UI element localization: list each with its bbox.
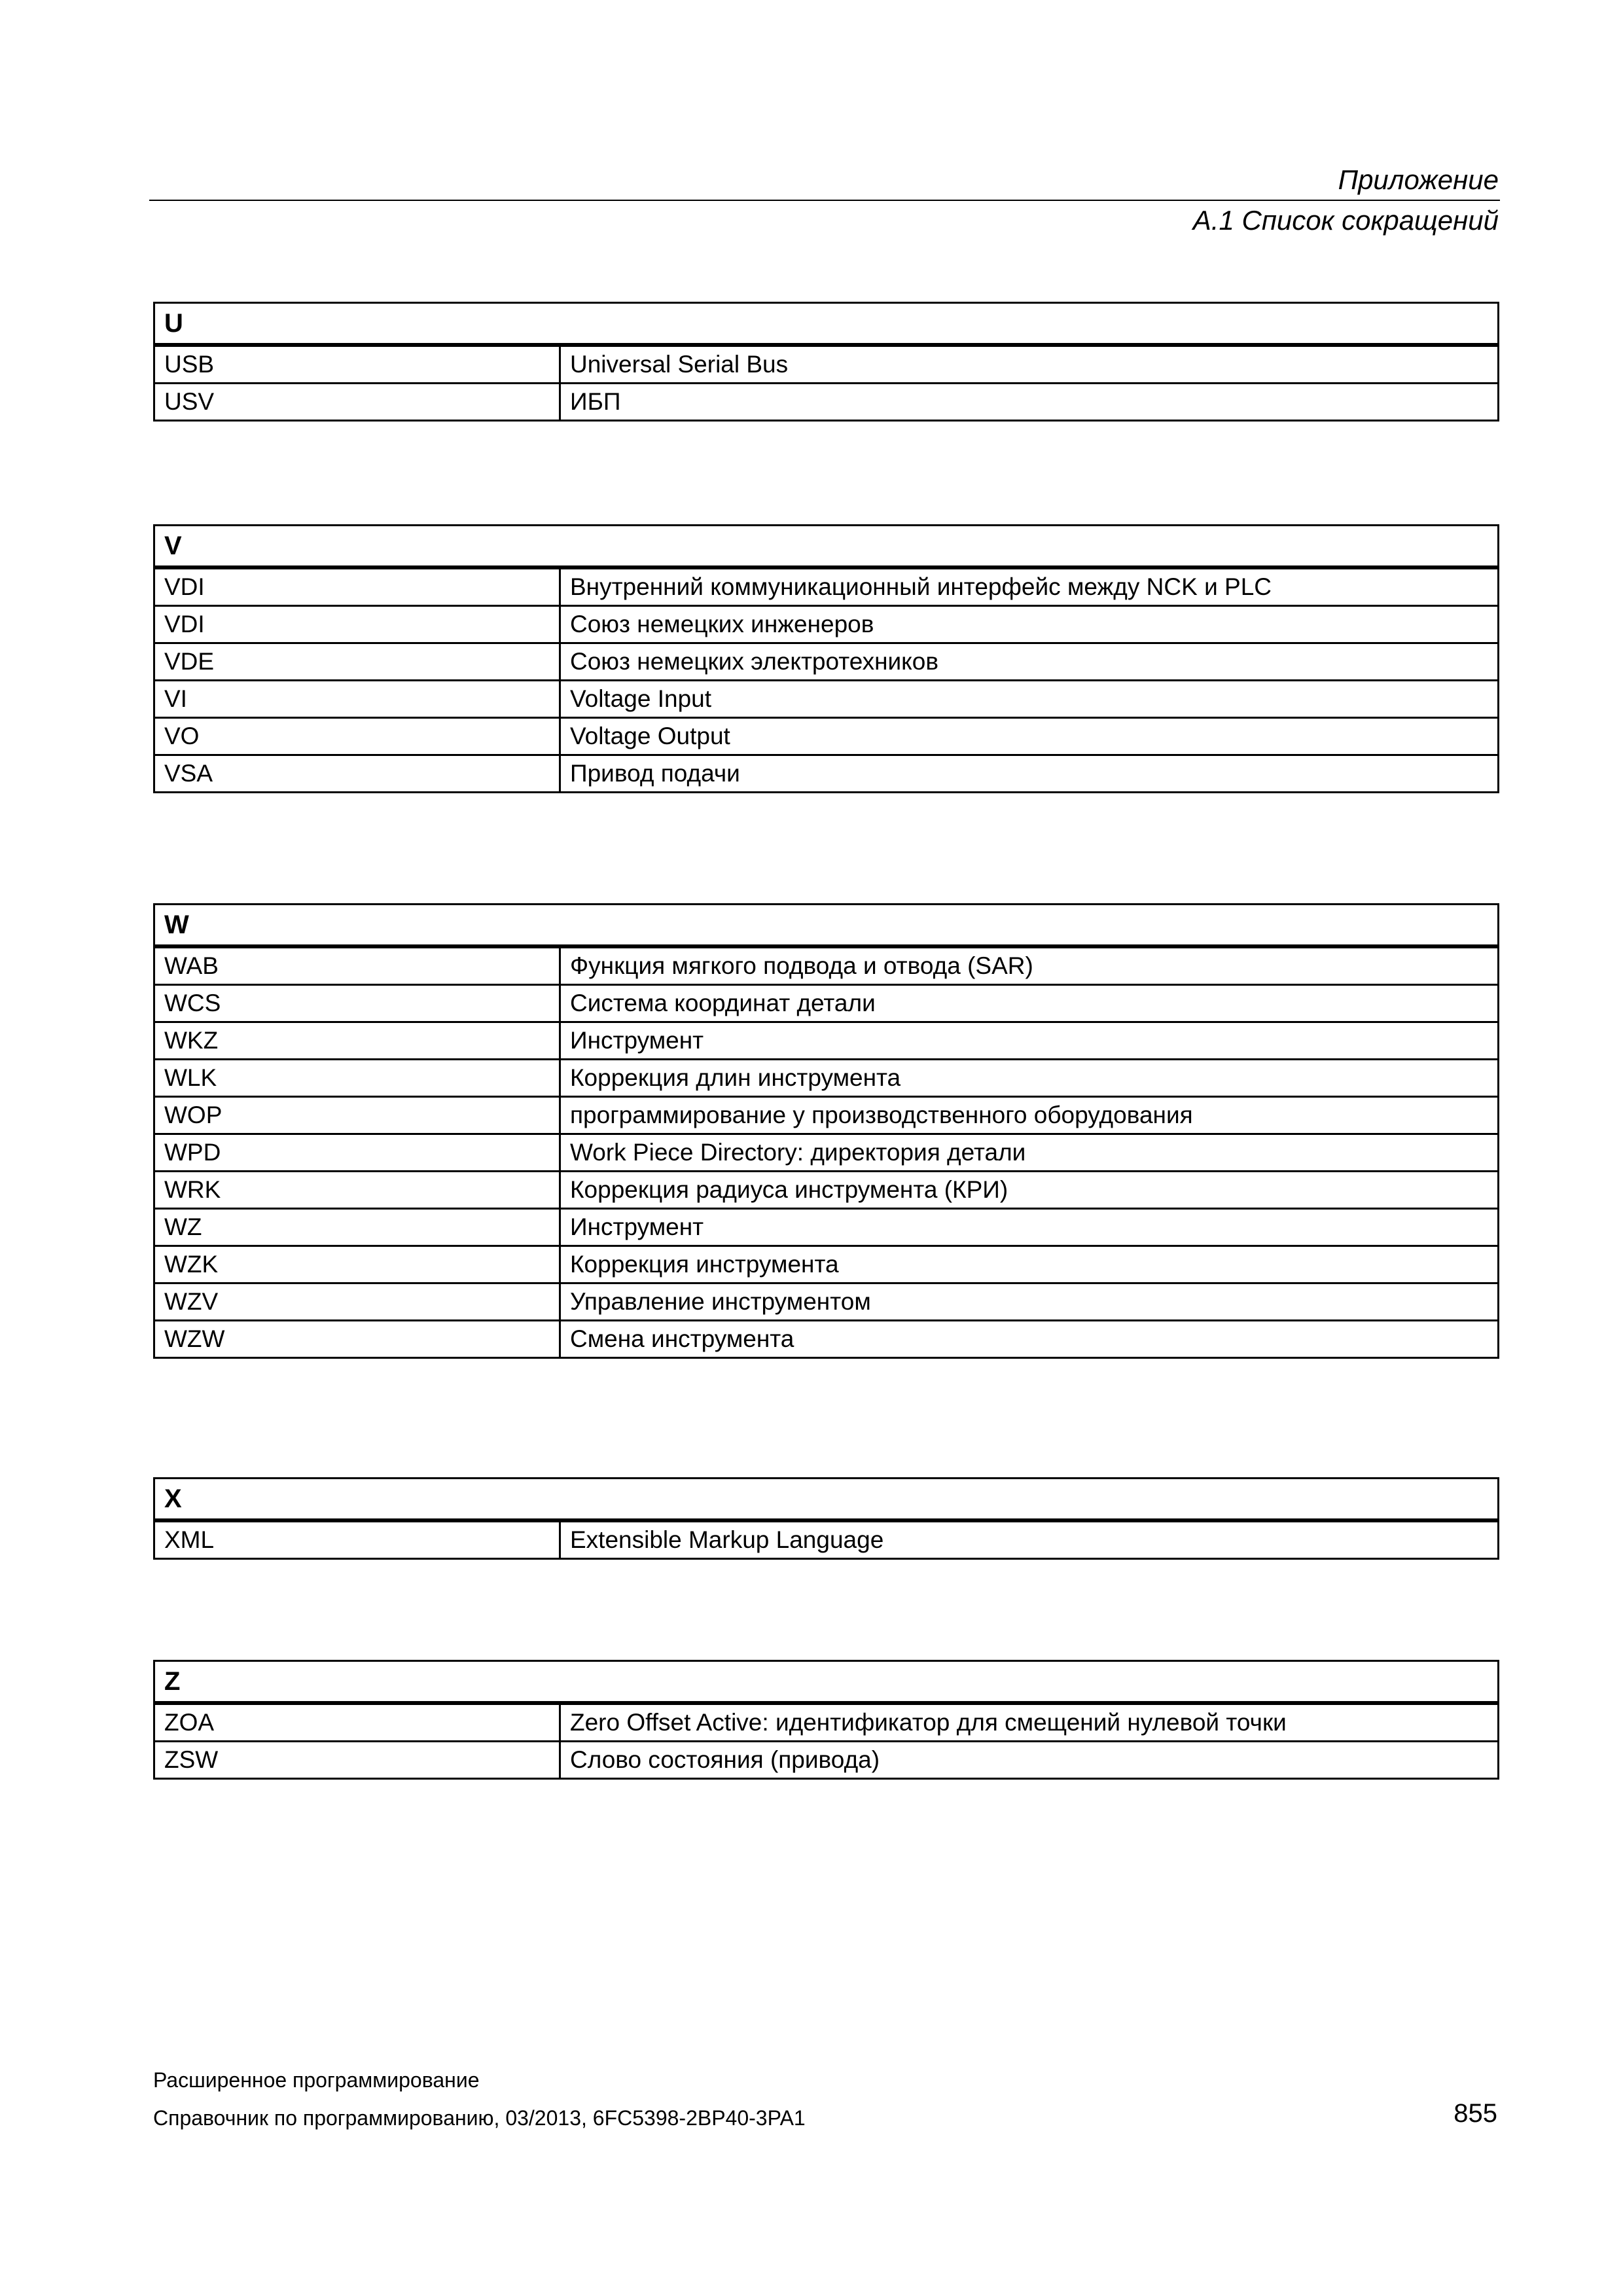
footer-document-title: Расширенное программирование xyxy=(153,2068,480,2092)
meaning-cell: Zero Offset Active: идентификатор для смещений нулевой точки xyxy=(560,1703,1499,1742)
meaning-cell: Universal Serial Bus xyxy=(560,345,1499,384)
section-letter: X xyxy=(154,1479,1499,1521)
abbreviation-cell: WZK xyxy=(154,1246,560,1283)
section-letter: U xyxy=(154,303,1499,346)
abbreviation-cell: VO xyxy=(154,718,560,755)
abbreviation-cell: WLK xyxy=(154,1060,560,1097)
meaning-cell: Инструмент xyxy=(560,1022,1499,1060)
meaning-cell: Смена инструмента xyxy=(560,1321,1499,1358)
abbreviation-cell: XML xyxy=(154,1520,560,1559)
table-row xyxy=(154,1060,1499,1097)
abbreviation-cell: VI xyxy=(154,681,560,718)
table-row xyxy=(154,1022,1499,1060)
table-row xyxy=(154,755,1499,793)
meaning-cell: Work Piece Directory: директория детали xyxy=(560,1134,1499,1172)
table-row xyxy=(154,946,1499,985)
table-row xyxy=(154,1134,1499,1172)
abbreviation-cell: ZSW xyxy=(154,1742,560,1779)
table-row xyxy=(154,1172,1499,1209)
abbreviation-cell: WKZ xyxy=(154,1022,560,1060)
abbreviation-cell: WCS xyxy=(154,985,560,1022)
abbreviation-cell: WPD xyxy=(154,1134,560,1172)
meaning-cell: Управление инструментом xyxy=(560,1283,1499,1321)
section-letter: W xyxy=(154,905,1499,947)
abbreviation-table-x xyxy=(153,1477,1499,1560)
table-row xyxy=(154,643,1499,681)
meaning-cell: Voltage Input xyxy=(560,681,1499,718)
meaning-cell: Коррекция радиуса инструмента (КРИ) xyxy=(560,1172,1499,1209)
table-row xyxy=(154,1209,1499,1246)
chapter-title: Приложение xyxy=(1338,164,1499,195)
abbreviation-cell: WZW xyxy=(154,1321,560,1358)
table-row xyxy=(154,1520,1499,1559)
table-row xyxy=(154,1246,1499,1283)
page-number: 855 xyxy=(1454,2099,1497,2128)
table-row xyxy=(154,567,1499,606)
meaning-cell: ИБП xyxy=(560,384,1499,421)
abbreviation-cell: USV xyxy=(154,384,560,421)
abbreviation-table-u xyxy=(153,302,1499,422)
table-row xyxy=(154,985,1499,1022)
meaning-cell: Extensible Markup Language xyxy=(560,1520,1499,1559)
meaning-cell: Союз немецких электротехников xyxy=(560,643,1499,681)
meaning-cell: Система координат детали xyxy=(560,985,1499,1022)
meaning-cell: Коррекция инструмента xyxy=(560,1246,1499,1283)
abbreviation-table-z xyxy=(153,1660,1499,1780)
meaning-cell: Коррекция длин инструмента xyxy=(560,1060,1499,1097)
abbreviation-table-w xyxy=(153,903,1499,1359)
section-letter: V xyxy=(154,526,1499,568)
footer-document-reference: Справочник по программированию, 03/2013, 6FC5398-2BP40-3PA1 xyxy=(153,2106,806,2130)
meaning-cell: Слово состояния (привода) xyxy=(560,1742,1499,1779)
abbreviation-cell: USB xyxy=(154,345,560,384)
meaning-cell: Внутренний коммуникационный интерфейс между NCK и PLC xyxy=(560,567,1499,606)
abbreviation-cell: ZOA xyxy=(154,1703,560,1742)
meaning-cell: Инструмент xyxy=(560,1209,1499,1246)
abbreviation-cell: VDE xyxy=(154,643,560,681)
meaning-cell: Союз немецких инженеров xyxy=(560,606,1499,643)
table-row xyxy=(154,1321,1499,1358)
abbreviation-cell: VSA xyxy=(154,755,560,793)
meaning-cell: Функция мягкого подвода и отвода (SAR) xyxy=(560,946,1499,985)
abbreviation-cell: WRK xyxy=(154,1172,560,1209)
header-divider xyxy=(149,200,1500,201)
meaning-cell: программирование у производственного оборудования xyxy=(560,1097,1499,1134)
table-row xyxy=(154,1742,1499,1779)
abbreviation-cell: WOP xyxy=(154,1097,560,1134)
table-row xyxy=(154,681,1499,718)
table-row xyxy=(154,1703,1499,1742)
section-letter: Z xyxy=(154,1661,1499,1704)
meaning-cell: Привод подачи xyxy=(560,755,1499,793)
abbreviation-cell: VDI xyxy=(154,606,560,643)
table-row xyxy=(154,718,1499,755)
abbreviation-cell: WZV xyxy=(154,1283,560,1321)
abbreviation-cell: WAB xyxy=(154,946,560,985)
abbreviation-cell: WZ xyxy=(154,1209,560,1246)
abbreviation-table-v xyxy=(153,524,1499,793)
table-row xyxy=(154,345,1499,384)
table-row xyxy=(154,384,1499,421)
table-row xyxy=(154,1097,1499,1134)
abbreviation-cell: VDI xyxy=(154,567,560,606)
meaning-cell: Voltage Output xyxy=(560,718,1499,755)
section-title: A.1 Список сокращений xyxy=(1192,205,1499,236)
table-row xyxy=(154,1283,1499,1321)
table-row xyxy=(154,606,1499,643)
